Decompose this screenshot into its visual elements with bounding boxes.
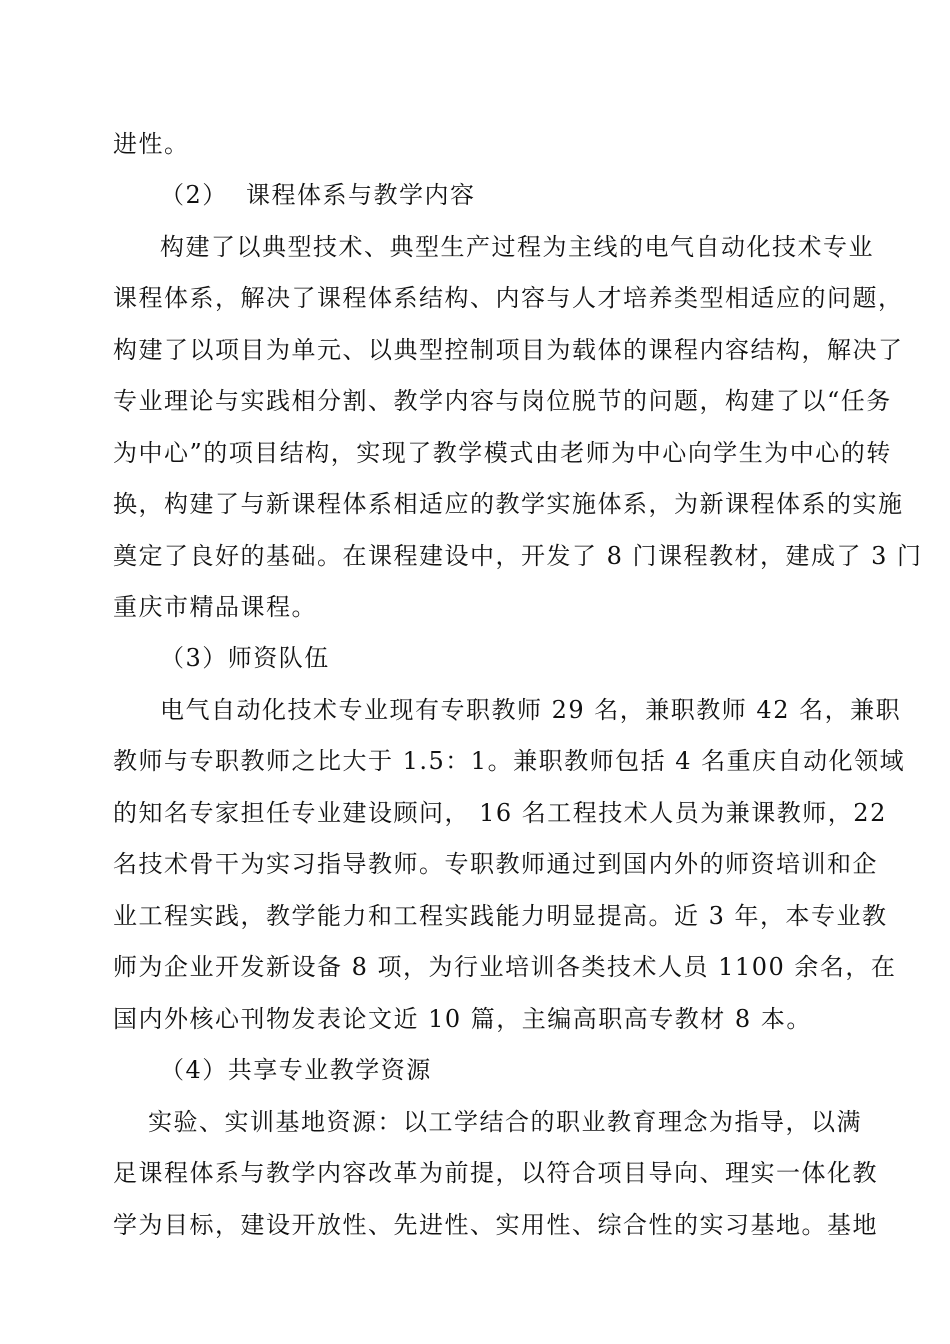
- paragraph-line: 重庆市精品课程。: [113, 593, 317, 621]
- paragraph-line: 为中心”的项目结构，实现了教学模式由老师为中心向学生为中心的转: [113, 439, 892, 467]
- paragraph-line: 电气自动化技术专业现有专职教师 29 名，兼职教师 42 名，兼职: [160, 696, 902, 724]
- paragraph-line: 实验、实训基地资源：以工学结合的职业教育理念为指导，以满: [148, 1108, 862, 1136]
- section-heading: （3）师资队伍: [160, 644, 330, 672]
- paragraph-line: 足课程体系与教学内容改革为前提，以符合项目导向、理实一体化教: [113, 1159, 878, 1187]
- paragraph-line: 教师与专职教师之比大于 1.5：1。兼职教师包括 4 名重庆自动化领域: [113, 747, 906, 775]
- paragraph-line: 进性。: [113, 130, 190, 158]
- paragraph-line: 师为企业开发新设备 8 项，为行业培训各类技术人员 1100 余名，在: [113, 953, 897, 981]
- paragraph-line: 业工程实践，教学能力和工程实践能力明显提高。近 3 年，本专业教: [113, 902, 888, 930]
- paragraph-line: 的知名专家担任专业建设顾问， 16 名工程技术人员为兼课教师，22: [113, 799, 887, 827]
- section-heading: （4）共享专业教学资源: [160, 1056, 432, 1084]
- paragraph-line: 国内外核心刊物发表论文近 10 篇，主编高职高专教材 8 本。: [113, 1005, 812, 1033]
- paragraph-line: 课程体系，解决了课程体系结构、内容与人才培养类型相适应的问题，: [113, 284, 904, 312]
- paragraph-line: 换，构建了与新课程体系相适应的教学实施体系，为新课程体系的实施: [113, 490, 904, 518]
- paragraph-line: 构建了以典型技术、典型生产过程为主线的电气自动化技术专业: [160, 233, 874, 261]
- paragraph-line: 名技术骨干为实习指导教师。专职教师通过到国内外的师资培训和企: [113, 850, 878, 878]
- paragraph-line: 奠定了良好的基础。在课程建设中，开发了 8 门课程教材，建成了 3 门: [113, 542, 923, 570]
- section-heading: （2） 课程体系与教学内容: [160, 181, 476, 209]
- paragraph-line: 构建了以项目为单元、以典型控制项目为载体的课程内容结构，解决了: [113, 336, 904, 364]
- paragraph-line: 学为目标，建设开放性、先进性、实用性、综合性的实习基地。基地: [113, 1211, 878, 1239]
- paragraph-line: 专业理论与实践相分割、教学内容与岗位脱节的问题，构建了以“任务: [113, 387, 892, 415]
